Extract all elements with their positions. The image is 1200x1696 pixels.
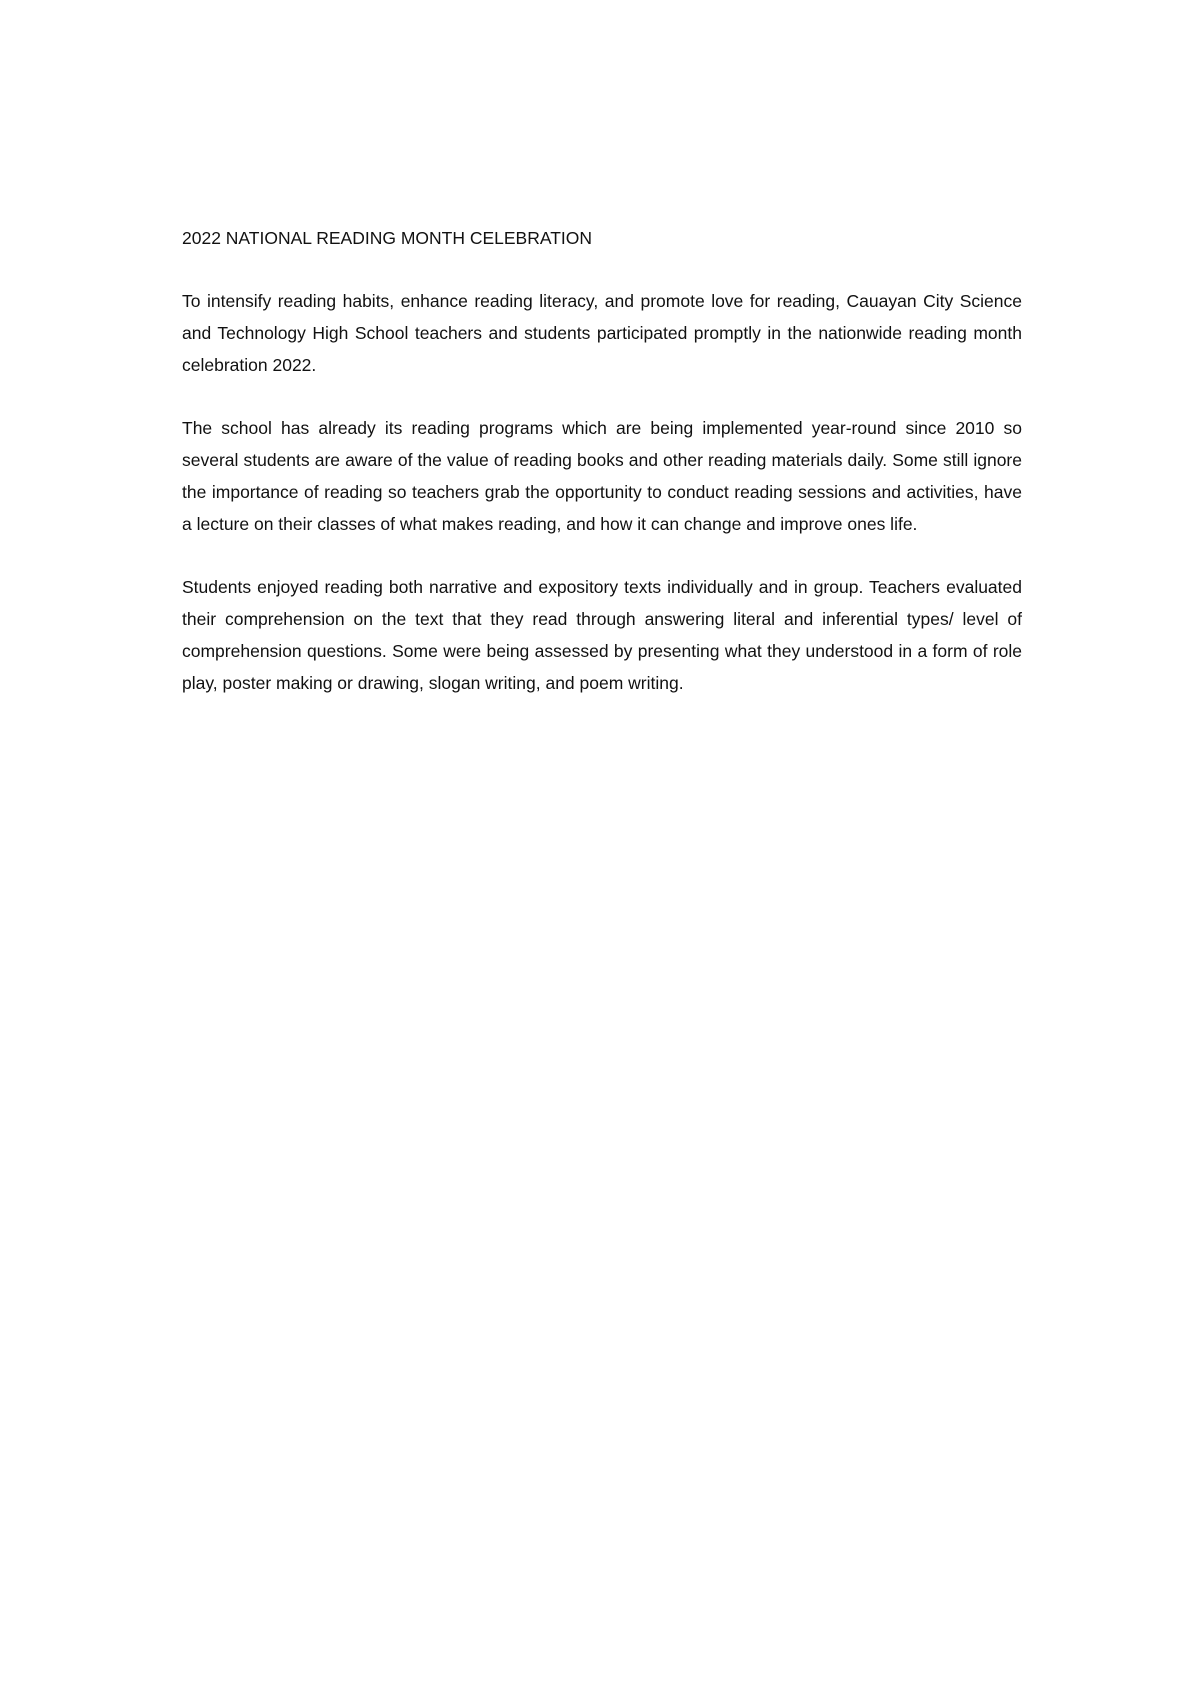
paragraph-programs: The school has already its reading programs which are being implemented year-round since 2010 so several students are aware of the value of reading books and other reading materials daily. Some still ignore the importance of reading so teachers grab the opportunity to conduct reading sessions and activities, have a lecture on their classes of what makes reading, and how it can change and improve ones life. bbox=[182, 418, 1022, 534]
paragraph-intro: To intensify reading habits, enhance reading literacy, and promote love for reading, Cauayan City Science and Technology High School teachers and students participated promptly in the nationwide reading month celebration 2022. bbox=[182, 291, 1022, 375]
paragraph-activities: Students enjoyed reading both narrative and expository texts individually and in group. Teachers evaluated their comprehension on the text that they read through answering literal and inferential types/ level of comprehension questions. Some were being assessed by presenting what they understood in a form of role play, poster making or drawing, slogan writing, and poem writing. bbox=[182, 577, 1022, 693]
document-title: 2022 NATIONAL READING MONTH CELEBRATION bbox=[182, 228, 593, 248]
document-body bbox=[182, 222, 1022, 699]
